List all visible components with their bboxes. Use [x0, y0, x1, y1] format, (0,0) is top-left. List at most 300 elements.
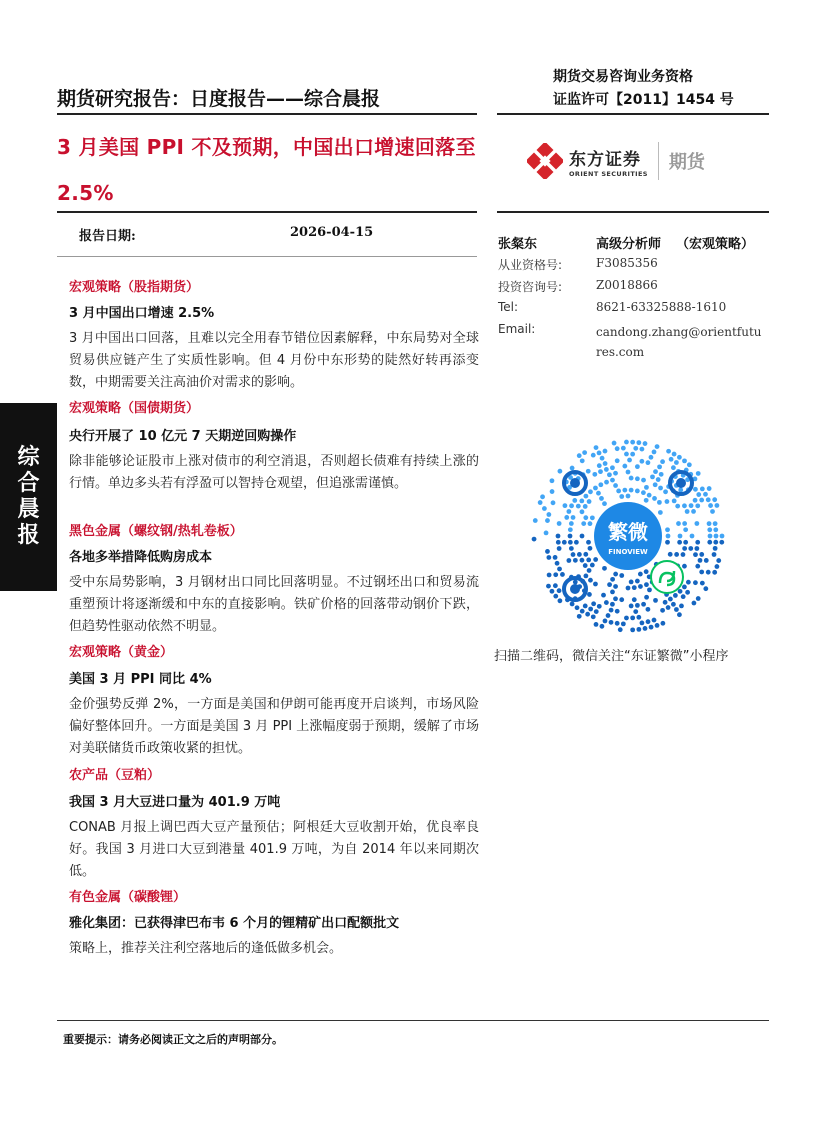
qr-dot [581, 521, 586, 526]
qr-dot [658, 486, 663, 491]
qr-dot [653, 469, 658, 474]
qr-dot [585, 612, 590, 617]
qr-dot [675, 504, 680, 509]
analyst-row-label: 投资咨询号: [498, 280, 563, 294]
qr-dot [621, 621, 626, 626]
qr-dot [704, 558, 709, 563]
qr-dot [553, 594, 558, 599]
qr-dot [583, 604, 588, 609]
qr-dot [588, 546, 593, 551]
qr-dot [610, 602, 615, 607]
qr-center-subtext: FINOVIEW [608, 548, 648, 556]
qr-dot [682, 564, 687, 569]
qr-dot [593, 557, 598, 562]
qr-dot [693, 580, 698, 585]
side-tab-char: 综 [17, 445, 40, 470]
qr-dot [583, 515, 588, 520]
qr-dot [572, 498, 577, 503]
qr-dot [668, 597, 673, 602]
qr-dot [573, 558, 578, 563]
qr-dot [682, 458, 687, 463]
qr-dot [544, 530, 549, 535]
qr-dot [556, 534, 561, 539]
qr-dot [695, 564, 700, 569]
date-divider-left [57, 211, 477, 213]
qr-dot [568, 527, 573, 532]
qr-dot [615, 458, 620, 463]
qr-dot [604, 480, 609, 485]
qr-dot [646, 460, 651, 465]
qr-dot [592, 472, 597, 477]
qr-dot [550, 489, 555, 494]
qualification-line-1: 期货交易咨询业务资格 [553, 69, 693, 85]
qr-center-text: 繁微 [608, 520, 648, 544]
side-tab-char: 报 [17, 523, 40, 548]
qr-dot [698, 558, 703, 563]
qr-dot [569, 521, 574, 526]
qr-dot [629, 488, 634, 493]
qr-dot [693, 487, 698, 492]
qr-dot [630, 627, 635, 632]
qr-dot [551, 500, 556, 505]
qr-dot [640, 620, 645, 625]
qr-dot [678, 589, 683, 594]
qr-dot [586, 558, 591, 563]
qr-dot [618, 627, 623, 632]
qr-dot [713, 546, 718, 551]
qr-dot [563, 503, 568, 508]
headline: 3 月美国 PPI 不及预期，中国出口增速回落至 2.5% [57, 135, 476, 205]
qr-dot [633, 446, 638, 451]
qr-dot [683, 540, 688, 545]
qr-dot [603, 619, 608, 624]
qr-dot [583, 494, 588, 499]
qr-dot [666, 449, 671, 454]
qr-dot [598, 482, 603, 487]
qr-dot [696, 492, 701, 497]
qr-dot [638, 584, 643, 589]
analyst-row-label: 从业资格号: [498, 258, 563, 272]
qr-dot [660, 459, 665, 464]
section-title: 美国 3 月 PPI 同比 4% [69, 672, 212, 687]
qr-dot [580, 609, 585, 614]
qr-dot [636, 627, 641, 632]
qr-dot [583, 573, 588, 578]
qr-dot [674, 552, 679, 557]
qr-dot [636, 615, 641, 620]
qr-dot [603, 461, 608, 466]
qr-dot [558, 598, 563, 603]
qr-dot [700, 486, 705, 491]
qr-dot [630, 440, 635, 445]
qr-dot [607, 582, 612, 587]
qr-dot [540, 494, 545, 499]
qr-dot [550, 478, 555, 483]
qr-dot [602, 501, 607, 506]
qr-finder-dot [570, 584, 580, 594]
qr-dot [594, 609, 599, 614]
qr-dot [635, 476, 640, 481]
analyst-row-value: F3085356 [596, 256, 658, 270]
qr-dot [685, 509, 690, 514]
qr-dot [690, 534, 695, 539]
qr-dot [707, 540, 712, 545]
qr-dot [713, 540, 718, 545]
logo-name-en: ORIENT SECURITIES [569, 169, 648, 178]
qr-dot [682, 585, 687, 590]
qr-dot [576, 504, 581, 509]
qr-dot [646, 619, 651, 624]
qr-dot [558, 469, 563, 474]
qr-dot [557, 588, 562, 593]
qr-dot [682, 546, 687, 551]
qr-dot [596, 491, 601, 496]
qr-dot [672, 452, 677, 457]
qr-dot [626, 494, 631, 499]
qr-dot [553, 572, 558, 577]
qr-dot [619, 494, 624, 499]
qr-dot [712, 497, 717, 502]
qr-dot [577, 614, 582, 619]
qr-dot [716, 558, 721, 563]
section-category: 宏观策略（黄金） [69, 645, 174, 660]
analyst-specialty: （宏观策略） [676, 237, 755, 252]
section-title: 雅化集团：已获得津巴布韦 6 个月的锂精矿出口配额批文 [69, 916, 400, 931]
qr-dot [546, 512, 551, 517]
qr-finder-dot [676, 478, 686, 488]
qr-dot [677, 455, 682, 460]
qr-dot [571, 552, 576, 557]
qr-dot [601, 593, 606, 598]
qr-dot [666, 534, 671, 539]
qr-dot [677, 540, 682, 545]
qr-dot [622, 488, 627, 493]
section-title: 我国 3 月大豆进口量为 401.9 万吨 [69, 795, 281, 810]
qr-dot [649, 455, 654, 460]
qr-dot [694, 521, 699, 526]
qr-dot [708, 534, 713, 539]
qr-dot [613, 471, 618, 476]
qr-dot [599, 496, 604, 501]
qr-dot [630, 615, 635, 620]
qr-dot [633, 609, 638, 614]
side-tab-char: 晨 [17, 497, 40, 522]
qr-dot [665, 527, 670, 532]
qr-dot [604, 600, 609, 605]
qr-dot [606, 613, 611, 618]
qr-dot [665, 499, 670, 504]
analyst-name: 张粲东 [498, 237, 538, 252]
logo-name-cn: 东方证券 [569, 149, 641, 170]
qr-dot [615, 621, 620, 626]
qr-dot [574, 540, 579, 545]
qr-dot [694, 546, 699, 551]
qr-dot [682, 521, 687, 526]
qr-dot [700, 581, 705, 586]
qr-dot [587, 499, 592, 504]
qr-dot [569, 503, 574, 508]
qr-dot [542, 506, 547, 511]
qr-dot [674, 607, 679, 612]
qr-dot [695, 503, 700, 508]
qr-dot [644, 485, 649, 490]
qr-dot [613, 584, 618, 589]
qr-dot [550, 589, 555, 594]
qr-dot [612, 441, 617, 446]
report-date-value: 2026-04-15 [290, 225, 374, 240]
qr-dot [639, 459, 644, 464]
qr-dot [660, 621, 665, 626]
qr-dot [609, 608, 614, 613]
qr-dot [610, 589, 615, 594]
qr-dot [687, 462, 692, 467]
qr-dot [640, 447, 645, 452]
qr-dot [635, 489, 640, 494]
qr-dot [590, 563, 595, 568]
qr-dot [615, 609, 620, 614]
qr-dot [693, 552, 698, 557]
qr-dot [647, 493, 652, 498]
qr-dot [621, 446, 626, 451]
qr-dot [679, 603, 684, 608]
qr-dot [629, 476, 634, 481]
qr-dot [686, 580, 691, 585]
qr-code[interactable] [529, 437, 727, 635]
qr-dot [706, 497, 711, 502]
qr-dot [663, 600, 668, 605]
side-tab [0, 403, 57, 591]
qr-dot [678, 488, 683, 493]
qr-dot [533, 518, 538, 523]
qr-dot [676, 521, 681, 526]
qr-dot [715, 564, 720, 569]
qr-dot [689, 503, 694, 508]
orient-logo-icon [527, 143, 563, 179]
qr-dot [553, 583, 558, 588]
qr-dot [545, 549, 550, 554]
qr-dot [588, 578, 593, 583]
analyst-email[interactable]: candong.zhang@orientfutures.com [596, 325, 762, 359]
qr-dot [683, 527, 688, 532]
section-body: 除非能够论证股市上涨对债市的利空消退，否则超长债难有持续上涨的行情。单边多头若有浮盈可以智持仓观望，但追涨需谨慎。 [69, 454, 479, 491]
qr-dot [619, 573, 624, 578]
qr-dot [619, 597, 624, 602]
analyst-row-label: Email: [498, 322, 536, 336]
qr-dot [647, 587, 652, 592]
qr-dot [691, 509, 696, 514]
qr-dot [600, 456, 605, 461]
analyst-row-label: Tel: [498, 300, 519, 314]
company-logo [527, 138, 757, 184]
qr-dot [688, 546, 693, 551]
qr-dot [669, 457, 674, 462]
qr-dot [604, 467, 609, 472]
qr-dot [560, 572, 565, 577]
section-category: 农产品（豆粕） [69, 768, 161, 783]
qr-dot [707, 527, 712, 532]
footer-note: 重要提示：请务必阅读正文之后的声明部分。 [63, 1033, 283, 1046]
qr-dot [644, 569, 649, 574]
qr-dot [707, 486, 712, 491]
qualification-line-2: 证监许可【2011】1454 号 [553, 92, 734, 108]
qr-dot [564, 515, 569, 520]
header-divider-left [57, 113, 477, 115]
section-body: 金价强势反弹 2%，一方面是美国和伊朗可能再度开启谈判，市场风险偏好整体回升。一方面是美国 3 月 PPI 上涨幅度弱于预期，缓解了市场对美联储货币政策收紧的担忧。 [69, 697, 479, 756]
qr-dot [713, 521, 718, 526]
report-date-label: 报告日期: [79, 229, 136, 244]
qr-dot [655, 623, 660, 628]
qr-dot [703, 492, 708, 497]
qr-dot [588, 489, 593, 494]
qr-dot [571, 515, 576, 520]
qr-dot [663, 489, 668, 494]
qr-dot [671, 465, 676, 470]
miniprogram-badge-icon [651, 561, 683, 593]
qr-dot [613, 572, 618, 577]
qr-dot [641, 602, 646, 607]
qr-dot [659, 472, 664, 477]
qr-dot [635, 579, 640, 584]
qr-dot [593, 486, 598, 491]
qr-dot [660, 608, 665, 613]
section-title: 3 月中国出口增速 2.5% [69, 306, 215, 321]
qr-dot [629, 579, 634, 584]
qr-dot [629, 604, 634, 609]
analyst-title: 高级分析师 [596, 237, 662, 252]
qr-dot [627, 458, 632, 463]
qr-dot [677, 612, 682, 617]
qr-dot [615, 446, 620, 451]
qr-dot [545, 518, 550, 523]
qr-dot [577, 453, 582, 458]
qr-dot [616, 489, 621, 494]
qr-dot [652, 496, 657, 501]
qr-dot [657, 500, 662, 505]
qr-dot [678, 534, 683, 539]
qr-dot [685, 590, 690, 595]
qr-dot [635, 603, 640, 608]
qr-dot [546, 584, 551, 589]
qr-dot [643, 441, 648, 446]
qr-dot [591, 614, 596, 619]
qr-dot [580, 558, 585, 563]
qr-dot [652, 618, 657, 623]
qr-dot [632, 597, 637, 602]
qr-dot [650, 474, 655, 479]
qr-dot [622, 464, 627, 469]
qr-dot [600, 624, 605, 629]
qr-dot [580, 534, 585, 539]
qr-dot [586, 469, 591, 474]
qr-dot [671, 602, 676, 607]
section-body: 受中东局势影响，3 月钢材出口同比回落明显。不过钢坯出口和贸易流重塑预计将逐渐缓和中东的直接影响。铁矿价格的回落带动钢价下跌，但趋势性驱动依然不明显。 [69, 575, 479, 634]
qr-dot [557, 546, 562, 551]
qr-dot [556, 540, 561, 545]
qr-dot [626, 470, 631, 475]
date-underline [57, 256, 477, 257]
qr-dot [588, 521, 593, 526]
qr-dot [703, 586, 708, 591]
qr-dot [658, 510, 663, 515]
qr-dot [557, 521, 562, 526]
qr-dot [672, 498, 677, 503]
qr-dot [626, 586, 631, 591]
section-title: 各地多举措降低购房成本 [69, 550, 213, 565]
qr-dot [641, 478, 646, 483]
qr-dot [708, 503, 713, 508]
qr-dot [632, 585, 637, 590]
qr-dot [588, 607, 593, 612]
qr-dot [682, 503, 687, 508]
footer-divider [57, 1020, 769, 1021]
qr-dot [638, 572, 643, 577]
qr-dot [681, 552, 686, 557]
qr-dot [666, 605, 671, 610]
wechat-miniprogram-qr-icon [529, 437, 727, 635]
qr-dot [649, 625, 654, 630]
qr-dot [715, 503, 720, 508]
qr-dot [562, 540, 567, 545]
qr-dot [720, 534, 725, 539]
section-body: 3 月中国出口回落，且难以完全用春节错位因素解释，中东局势对全球贸易供应链产生了实质性影响。但 4 月份中东形势的陡然好转再添变数，中期需要关注高油价对需求的影响。 [69, 331, 479, 390]
qr-dot [577, 552, 582, 557]
qr-dot [610, 577, 615, 582]
qr-dot [653, 482, 658, 487]
qr-dot [583, 552, 588, 557]
qr-dot [568, 540, 573, 545]
qr-dot [635, 464, 640, 469]
qr-dot [673, 593, 678, 598]
logo-division: 期货 [668, 152, 705, 173]
section-category: 黑色金属（螺纹钢/热轧卷板） [69, 524, 243, 539]
qr-dot [590, 515, 595, 520]
date-divider-right [497, 211, 769, 213]
qr-dot [624, 616, 629, 621]
qr-dot [570, 602, 575, 607]
qr-dot [668, 552, 673, 557]
qr-dot [713, 527, 718, 532]
qr-dot [575, 605, 580, 610]
qr-dot [591, 601, 596, 606]
qr-dot [674, 460, 679, 465]
qr-dot [712, 552, 717, 557]
qr-dot [696, 596, 701, 601]
qr-dot [555, 561, 560, 566]
qr-dot [646, 607, 651, 612]
qr-dot [570, 466, 575, 471]
qr-dot [712, 570, 717, 575]
qr-dot [593, 582, 598, 587]
section-category: 宏观策略（股指期货） [69, 280, 200, 295]
qr-dot [656, 477, 661, 482]
qr-dot [597, 604, 602, 609]
qr-dot [597, 463, 602, 468]
qr-dot [607, 472, 612, 477]
qr-dot [696, 471, 701, 476]
qr-dot [538, 500, 543, 505]
qr-dot [681, 594, 686, 599]
qr-dot [695, 540, 700, 545]
qr-dot [714, 534, 719, 539]
section-body: 策略上，推荐关注利空落地后的逢低做多机会。 [69, 941, 343, 956]
section-title: 央行开展了 10 亿元 7 天期逆回购操作 [69, 429, 297, 444]
qr-dot [707, 521, 712, 526]
qr-dot [636, 440, 641, 445]
qr-dot [582, 450, 587, 455]
qr-dot [624, 452, 629, 457]
qr-dot [586, 540, 591, 545]
qr-dot [566, 509, 571, 514]
